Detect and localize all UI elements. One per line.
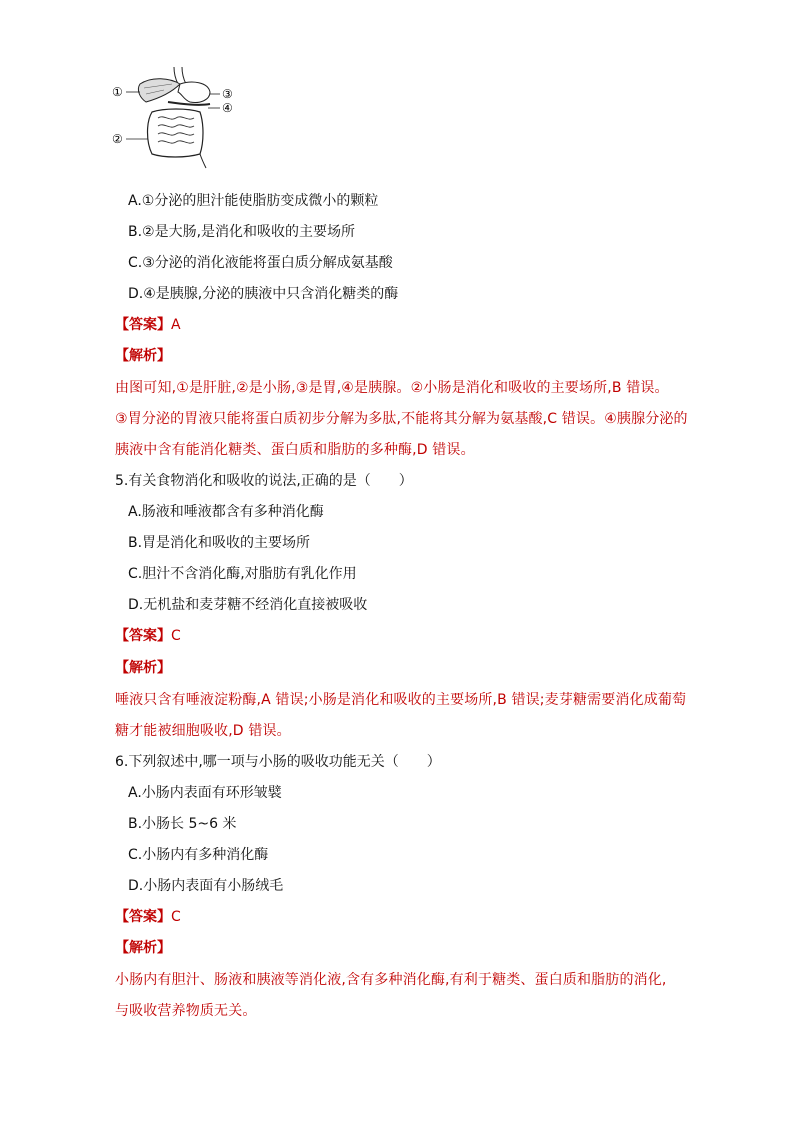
q4-analysis-tag: 【解析】 [115,348,171,364]
q4-option-d: D.④是胰腺,分泌的胰液中只含消化糖类的酶 [128,286,399,302]
q6-option-c: C.小肠内有多种消化酶 [128,847,269,863]
q6-analysis-line-2: 与吸收营养物质无关。 [115,1003,257,1019]
liver-shape [138,79,180,102]
q6-option-d: D.小肠内表面有小肠绒毛 [128,878,284,894]
q6-stem: 6.下列叙述中,哪一项与小肠的吸收功能无关（ ） [115,754,441,770]
q6-option-a: A.小肠内表面有环形皱襞 [128,785,282,801]
q4-option-c: C.③分泌的消化液能将蛋白质分解成氨基酸 [128,255,393,271]
rectum-shape [200,154,206,168]
q5-option-c: C.胆汁不含消化酶,对脂肪有乳化作用 [128,566,357,582]
figure-label-2: ② [112,132,123,146]
q6-answer [115,907,181,927]
figure-label-3: ③ [222,87,233,101]
answer-value: C [171,909,181,925]
large-intestine-shape [148,109,204,157]
answer-value: C [171,628,181,644]
q4-analysis-line-1: 由图可知,①是肝脏,②是小肠,③是胃,④是胰腺。②小肠是消化和吸收的主要场所,B 错误。 [115,380,669,396]
stomach-shape [178,82,210,102]
q5-option-d: D.无机盐和麦芽糖不经消化直接被吸收 [128,597,368,613]
q5-option-b: B.胃是消化和吸收的主要场所 [128,535,311,551]
q5-answer [115,626,181,646]
q5-analysis-line-1: 唾液只含有唾液淀粉酶,A 错误;小肠是消化和吸收的主要场所,B 错误;麦芽糖需要消化成葡萄 [115,692,687,708]
q5-option-a: A.肠液和唾液都含有多种消化酶 [128,504,324,520]
q4-option-b: B.②是大肠,是消化和吸收的主要场所 [128,224,356,240]
pancreas-shape [168,102,210,105]
q4-analysis-line-3: 胰液中含有能消化糖类、蛋白质和脂肪的多种酶,D 错误。 [115,442,475,458]
answer-value: A [171,317,181,333]
answer-tag: 【答案】 [115,909,171,925]
q4-answer [115,315,181,335]
answer-tag: 【答案】 [115,628,171,644]
figure-label-4: ④ [222,101,233,115]
q6-analysis-line-1: 小肠内有胆汁、肠液和胰液等消化液,含有多种消化酶,有利于糖类、蛋白质和脂肪的消化, [115,972,667,988]
answer-tag: 【答案】 [115,317,171,333]
figure-label-1: ① [112,85,123,99]
q4-option-a: A.①分泌的胆汁能使脂肪变成微小的颗粒 [128,193,379,209]
q6-analysis-tag: 【解析】 [115,940,171,956]
q5-analysis-line-2: 糖才能被细胞吸收,D 错误。 [115,723,291,739]
q4-analysis-line-2: ③胃分泌的胃液只能将蛋白质初步分解为多肽,不能将其分解为氨基酸,C 错误。④胰腺分泌的 [115,411,688,427]
q6-option-b: B.小肠长 5~6 米 [128,816,237,832]
q5-stem: 5.有关食物消化和吸收的说法,正确的是（ ） [115,473,413,489]
q5-analysis-tag: 【解析】 [115,660,171,676]
small-intestine-shape [158,117,194,143]
digestive-system-figure [112,62,242,172]
